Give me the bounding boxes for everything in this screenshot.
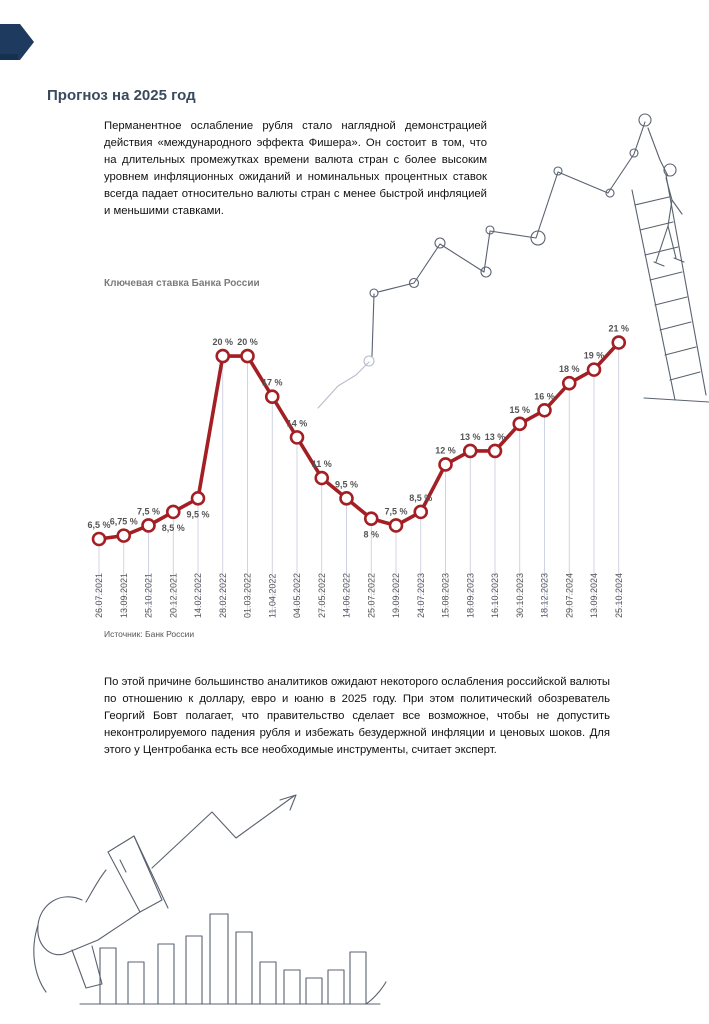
- data-label: 9,5 %: [186, 509, 210, 520]
- data-label: 21 %: [608, 323, 630, 334]
- data-label: 8 %: [363, 529, 380, 540]
- data-label: 17 %: [261, 377, 283, 388]
- data-point: [390, 519, 402, 531]
- x-tick-label: 18.12.2023: [539, 572, 550, 618]
- data-point: [266, 391, 278, 403]
- source-note: Источник: Банк России: [104, 629, 195, 639]
- data-point: [464, 445, 476, 457]
- data-label: 9,5 %: [334, 479, 359, 490]
- data-label: 7,5 %: [384, 506, 408, 517]
- x-tick-label: 19.09.2022: [391, 572, 401, 618]
- data-label: 20 %: [212, 337, 234, 348]
- data-label: 7,5 %: [136, 506, 161, 517]
- data-label: 14 %: [286, 418, 308, 429]
- intro-paragraph: Перманентное ослабление рубля стало наглядной демонстрацией действия «международного эффекта Фишера». Он состоит в том, что на длительных промежутках времени валюта стран с более высоким уровнем инфляционных ожиданий и номинальных процентных ставок всегда падает относительно валюты стран с менее быстрой инфляцией и меньшими ставками.: [104, 120, 487, 217]
- section-title: Прогноз на 2025 год: [47, 87, 196, 104]
- x-tick-label: 14.06.2022: [341, 572, 352, 618]
- x-tick-label: 26.07.2021: [94, 572, 104, 618]
- data-point: [93, 533, 105, 545]
- x-tick-label: 25.10.2021: [143, 572, 154, 618]
- data-point: [192, 492, 204, 504]
- data-point: [563, 377, 575, 389]
- body-paragraph: По этой причине большинство аналитиков ожидают некоторого ослабления российской валюты по отношению к доллару, евро и юаню в 2025 году. При этом политический обозреватель Георгий Бовт полагает, что правительство сделает все возможное, чтобы не допустить неконтролируемого падения рубля и избежать безудержной инфляции и ценовых шоков. Для этого у Центробанка есть все необходимые инструменты, считает эксперт.: [104, 676, 610, 756]
- data-label: 15 %: [509, 404, 531, 415]
- x-tick-label: 28.02.2022: [217, 572, 228, 618]
- data-point: [613, 337, 625, 349]
- data-point: [539, 404, 551, 416]
- data-label: 8,5 %: [161, 522, 185, 533]
- data-label: 6,75 %: [109, 516, 138, 527]
- data-point: [341, 492, 353, 504]
- x-tick-label: 04.05.2022: [292, 572, 302, 618]
- data-point: [291, 431, 303, 443]
- x-tick-label: 01.03.2022: [242, 572, 253, 618]
- x-tick-label: 25.10.2024: [613, 572, 624, 618]
- data-point: [365, 513, 377, 525]
- x-tick-label: 14.02.2022: [193, 572, 203, 618]
- x-tick-label: 13.09.2024: [589, 572, 599, 618]
- x-tick-label: 16.10.2023: [490, 572, 500, 618]
- data-label: 11 %: [311, 459, 332, 470]
- data-point: [217, 350, 229, 362]
- corner-tab-icon: [0, 24, 36, 62]
- x-tick-label: 29.07.2024: [564, 572, 575, 618]
- data-point: [242, 350, 254, 362]
- data-label: 8,5 %: [409, 492, 433, 503]
- x-tick-label: 11.04.2022: [267, 573, 278, 618]
- data-point: [514, 418, 526, 430]
- x-tick-label: 30.10.2023: [514, 572, 525, 618]
- data-label: 13 %: [484, 431, 506, 442]
- data-label: 13 %: [459, 431, 481, 442]
- chart-title: Ключевая ставка Банка России: [104, 278, 260, 289]
- data-label: 12 %: [435, 445, 456, 456]
- x-tick-label: 18.09.2023: [465, 572, 476, 618]
- series-line: [99, 343, 619, 540]
- data-point: [588, 364, 600, 376]
- x-tick-label: 15.08.2023: [440, 572, 451, 618]
- data-label: 16 %: [534, 391, 555, 402]
- data-label: 20 %: [237, 337, 258, 348]
- data-point: [143, 519, 155, 531]
- x-tick-label: 24.07.2023: [415, 572, 426, 618]
- x-tick-label: 20.12.2021: [168, 572, 179, 618]
- x-tick-label: 13.09.2021: [118, 572, 129, 618]
- data-label: 18 %: [558, 364, 580, 375]
- data-point: [489, 445, 501, 457]
- data-point: [440, 458, 452, 470]
- x-tick-label: 27.05.2022: [316, 572, 327, 618]
- data-point: [167, 506, 179, 518]
- x-tick-label: 25.07.2022: [366, 572, 377, 618]
- data-point: [118, 530, 130, 542]
- data-point: [316, 472, 328, 484]
- data-label: 6,5 %: [87, 520, 111, 530]
- data-point: [415, 506, 427, 518]
- data-label: 19 %: [583, 350, 605, 361]
